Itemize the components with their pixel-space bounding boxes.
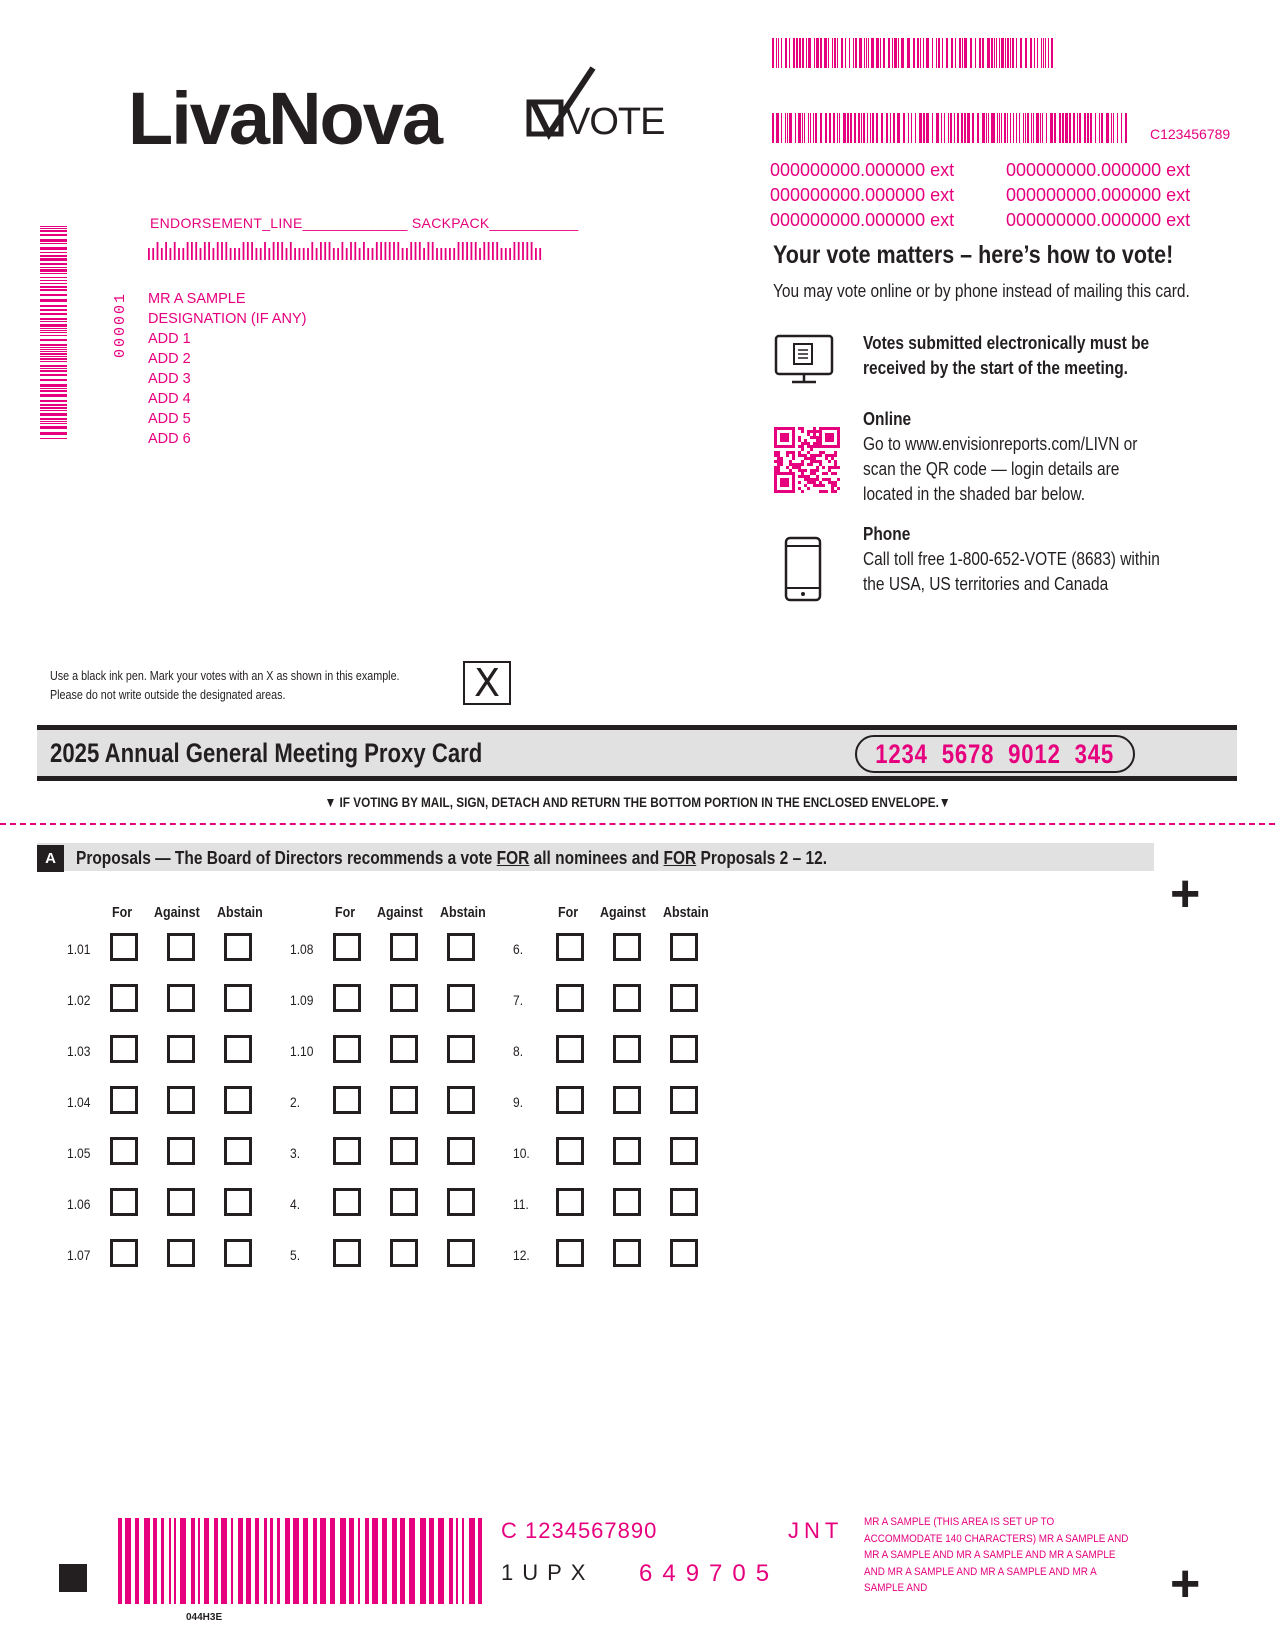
phone-instructions: Phone Call toll free 1-800-652-VOTE (8683) within the USA, US territories and Canada [863, 524, 1160, 594]
vote-checkbox-for[interactable] [556, 1035, 584, 1063]
computer-icon [774, 334, 834, 386]
vertical-code: 000001 [112, 292, 129, 359]
barcode-bottom [118, 1518, 498, 1604]
vote-checkbox-against[interactable] [390, 933, 418, 961]
address-line: ADD 5 [148, 411, 191, 427]
barcode-account [772, 113, 1130, 143]
vote-checkbox-for[interactable] [110, 1188, 138, 1216]
proposal-number: 12. [513, 1247, 530, 1263]
phone-icon [784, 536, 822, 602]
vote-checkbox-against[interactable] [390, 1137, 418, 1165]
vote-checkbox-abstain[interactable] [447, 1035, 475, 1063]
proposal-number: 4. [290, 1196, 301, 1212]
vote-checkbox-abstain[interactable] [447, 933, 475, 961]
vote-checkbox-for[interactable] [333, 1239, 361, 1267]
livanova-logo: LivaNova [128, 77, 442, 160]
vote-checkbox-against[interactable] [613, 1239, 641, 1267]
vote-checkbox-abstain[interactable] [447, 1137, 475, 1165]
barcode-top [772, 38, 1056, 68]
vote-checkbox-for[interactable] [110, 1086, 138, 1114]
address-line: DESIGNATION (IF ANY) [148, 311, 307, 327]
vote-checkbox-against[interactable] [167, 1239, 195, 1267]
vote-checkbox-abstain[interactable] [224, 933, 252, 961]
proposal-number: 1.06 [67, 1196, 91, 1212]
vote-checkbox-abstain[interactable] [670, 1086, 698, 1114]
endorsement-line: ENDORSEMENT_LINE_____________ SACKPACK___________ [150, 215, 579, 231]
vote-checkbox-against[interactable] [390, 1086, 418, 1114]
vote-checkbox-logo [527, 68, 665, 148]
proposal-number: 7. [513, 992, 524, 1008]
vote-checkbox-for[interactable] [556, 1086, 584, 1114]
vote-checkbox-against[interactable] [613, 1137, 641, 1165]
detach-line [0, 823, 1275, 825]
vote-checkbox-abstain[interactable] [224, 1086, 252, 1114]
barcode-vertical [40, 226, 67, 440]
column-header-abstain: Abstain [663, 905, 709, 921]
vote-checkbox-for[interactable] [556, 1137, 584, 1165]
mailing-address [148, 289, 306, 449]
vote-checkbox-abstain[interactable] [447, 1086, 475, 1114]
vote-checkbox-against[interactable] [390, 984, 418, 1012]
address-line: ADD 3 [148, 371, 191, 387]
vote-checkbox-abstain[interactable] [670, 1137, 698, 1165]
ext-value: 000000000.000000 ext [770, 210, 955, 230]
proposal-number: 1.07 [67, 1247, 91, 1263]
vote-logo-text: VOTE [565, 101, 665, 143]
footer-name-area: MR A SAMPLE (THIS AREA IS SET UP TO ACCOMMODATE 140 CHARACTERS) MR A SAMPLE AND MR A SAMPLE AND MR A SAMPLE AND MR A SAMPLE AND MR A SAMPLE AND MR A SAMPLE AND MR A SAMPLE AND [864, 1516, 1129, 1594]
proposal-number: 8. [513, 1043, 524, 1059]
vote-checkbox-against[interactable] [613, 1188, 641, 1216]
proposal-number: 5. [290, 1247, 301, 1263]
vote-checkbox-for[interactable] [333, 1188, 361, 1216]
column-header-for: For [558, 905, 579, 921]
column-header-against: Against [377, 905, 423, 921]
address-line: ADD 2 [148, 351, 191, 367]
vote-checkbox-against[interactable] [390, 1188, 418, 1216]
column-header-for: For [335, 905, 356, 921]
ext-value: 000000000.000000 ext [770, 160, 955, 180]
address-line: MR A SAMPLE [148, 291, 246, 307]
vote-checkbox-abstain[interactable] [670, 1035, 698, 1063]
detach-instructions: ▼ IF VOTING BY MAIL, SIGN, DETACH AND RETURN THE BOTTOM PORTION IN THE ENCLOSED ENVELOPE.▼ [324, 794, 951, 810]
column-header-against: Against [600, 905, 646, 921]
form-code: 044H3E [186, 1612, 223, 1623]
proposal-number: 1.02 [67, 992, 91, 1008]
qr-code-icon [774, 427, 840, 493]
registration-plus-icon: + [1170, 865, 1201, 923]
column-header-abstain: Abstain [217, 905, 263, 921]
vote-checkbox-for[interactable] [333, 1035, 361, 1063]
vote-checkbox-against[interactable] [613, 1086, 641, 1114]
proposal-number: 1.03 [67, 1043, 91, 1059]
footer-number: 649705 [639, 1560, 780, 1587]
section-a-heading: Proposals — The Board of Directors recommends a vote FOR all nominees and FOR Proposals 2 – 12. [76, 848, 828, 868]
vote-checkbox-for[interactable] [333, 1086, 361, 1114]
vote-checkbox-for[interactable] [556, 933, 584, 961]
control-number: 1234 5678 9012 345 [855, 735, 1135, 773]
vote-checkbox-for[interactable] [333, 1137, 361, 1165]
vote-checkbox-for[interactable] [110, 1239, 138, 1267]
vote-checkbox-abstain[interactable] [670, 1239, 698, 1267]
vote-checkbox-against[interactable] [167, 1035, 195, 1063]
proposal-number: 3. [290, 1145, 301, 1161]
pen-instructions: Use a black ink pen. Mark your votes with an X as shown in this example. Please do not write outside the designated areas. [50, 669, 400, 702]
proposal-number: 6. [513, 941, 524, 957]
footer-c-code: C 1234567890 [501, 1518, 658, 1543]
vote-checkbox-for[interactable] [110, 1035, 138, 1063]
footer-jnt: JNT [788, 1518, 844, 1543]
vote-checkbox-against[interactable] [167, 933, 195, 961]
proposal-number: 9. [513, 1094, 524, 1110]
vote-checkbox-abstain[interactable] [224, 1137, 252, 1165]
section-letter: A [37, 845, 64, 872]
vote-checkbox-for[interactable] [333, 984, 361, 1012]
registration-plus-icon: + [1170, 1555, 1201, 1613]
proposal-number: 11. [513, 1196, 529, 1212]
vote-checkbox-for[interactable] [556, 1188, 584, 1216]
vote-checkbox-for[interactable] [556, 984, 584, 1012]
vote-checkbox-for[interactable] [110, 933, 138, 961]
vote-checkbox-abstain[interactable] [224, 1035, 252, 1063]
vote-checkbox-abstain[interactable] [224, 1188, 252, 1216]
ext-value: 000000000.000000 ext [1006, 210, 1191, 230]
vote-checkbox-against[interactable] [167, 1086, 195, 1114]
vote-checkbox-for[interactable] [110, 1137, 138, 1165]
footer-upx: 1UPX [501, 1560, 595, 1585]
vote-checkbox-for[interactable] [333, 933, 361, 961]
online-instructions: Online Go to www.envisionreports.com/LIVN or scan the QR code — login details are located in the shaded bar below. [863, 409, 1138, 504]
control-code: C123456789 [1150, 126, 1231, 142]
ext-value: 000000000.000000 ext [1006, 160, 1191, 180]
vote-checkbox-abstain[interactable] [447, 1188, 475, 1216]
example-mark-box: X [463, 661, 511, 705]
vote-checkbox-abstain[interactable] [670, 984, 698, 1012]
vote-checkbox-against[interactable] [613, 1035, 641, 1063]
vote-checkbox-against[interactable] [167, 984, 195, 1012]
address-line: ADD 1 [148, 331, 191, 347]
vote-checkbox-against[interactable] [613, 984, 641, 1012]
vote-checkbox-abstain[interactable] [224, 1239, 252, 1267]
registration-square [59, 1564, 87, 1592]
vote-checkbox-for[interactable] [556, 1239, 584, 1267]
column-header-abstain: Abstain [440, 905, 486, 921]
postal-barcode [148, 242, 568, 262]
electronic-note: Votes submitted electronically must be received by the start of the meeting. [863, 333, 1150, 378]
ext-value: 000000000.000000 ext [1006, 185, 1191, 205]
column-header-against: Against [154, 905, 200, 921]
vote-checkbox-abstain[interactable] [224, 984, 252, 1012]
proposal-number: 1.09 [290, 992, 314, 1008]
proposal-number: 1.10 [290, 1043, 314, 1059]
vote-checkbox-abstain[interactable] [447, 984, 475, 1012]
card-title: 2025 Annual General Meeting Proxy Card [50, 738, 483, 768]
vote-checkbox-against[interactable] [390, 1035, 418, 1063]
vote-checkbox-abstain[interactable] [670, 1188, 698, 1216]
vote-matters-title: Your vote matters – here’s how to vote! [773, 241, 1174, 269]
ext-value: 000000000.000000 ext [770, 185, 955, 205]
address-line: ADD 6 [148, 431, 191, 447]
proposal-number: 1.04 [67, 1094, 91, 1110]
proposal-number: 1.01 [67, 941, 91, 957]
proposal-number: 2. [290, 1094, 301, 1110]
proposal-number: 1.05 [67, 1145, 91, 1161]
vote-checkbox-against[interactable] [167, 1188, 195, 1216]
vote-checkbox-abstain[interactable] [447, 1239, 475, 1267]
vote-checkbox-abstain[interactable] [670, 933, 698, 961]
proposal-number: 1.08 [290, 941, 314, 957]
address-line: ADD 4 [148, 391, 191, 407]
vote-checkbox-against[interactable] [390, 1239, 418, 1267]
column-header-for: For [112, 905, 133, 921]
vote-checkbox-against[interactable] [613, 933, 641, 961]
proposal-number: 10. [513, 1145, 530, 1161]
vote-matters-subtitle: You may vote online or by phone instead of mailing this card. [773, 281, 1190, 301]
vote-checkbox-against[interactable] [167, 1137, 195, 1165]
vote-checkbox-for[interactable] [110, 984, 138, 1012]
